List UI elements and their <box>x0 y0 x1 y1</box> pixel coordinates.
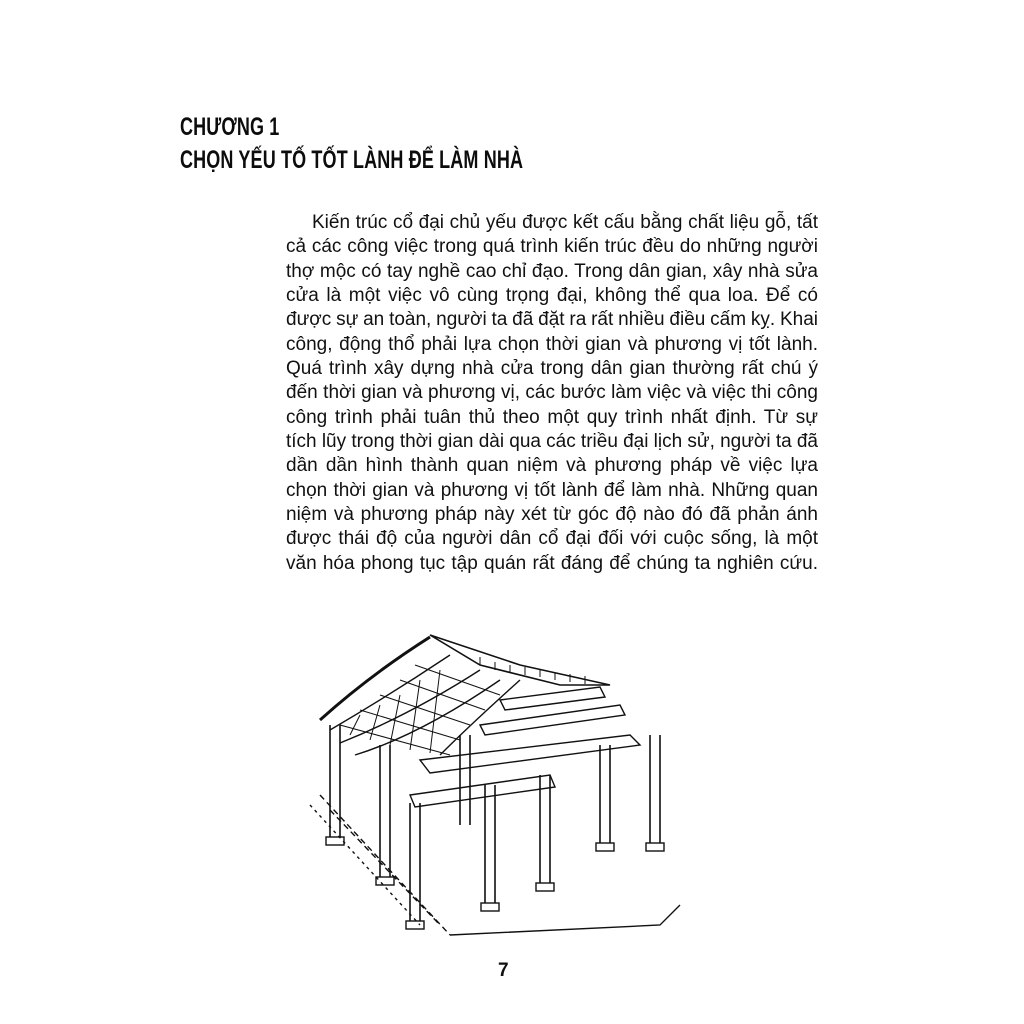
text-line <box>286 235 818 259</box>
text-line <box>286 381 818 405</box>
text-line <box>286 211 818 235</box>
text-line <box>286 430 818 454</box>
text-line-content: chọn thời gian và phương vị tốt lành để làm nhà. Những quan <box>286 479 818 501</box>
text-line <box>286 552 818 576</box>
text-line <box>286 357 818 381</box>
body-paragraph <box>286 211 818 576</box>
text-line-content: niệm và phương pháp này xét từ góc độ nào đó đã phản ánh <box>286 504 818 526</box>
chapter-number: CHƯƠNG 1 <box>180 113 280 141</box>
text-line <box>286 503 818 527</box>
text-line <box>286 284 818 308</box>
text-line-content: được sự an toàn, người ta đã đặt ra rất nhiều điều cấm kỵ. Khai <box>286 309 818 331</box>
text-line <box>286 406 818 430</box>
page-number: 7 <box>498 960 509 981</box>
text-line <box>286 333 818 357</box>
text-line-content: văn hóa phong tục tập quán rất đáng để chúng ta nghiên cứu. <box>286 552 818 574</box>
text-line-content: thợ mộc có tay nghề cao chỉ đạo. Trong dân gian, xây nhà sửa <box>286 260 818 282</box>
text-line-content: cả các công việc trong quá trình kiến trúc đều do những người <box>286 236 818 258</box>
text-line <box>286 308 818 332</box>
text-line <box>286 454 818 478</box>
text-line-content: Quá trình xây dựng nhà cửa trong dân gian thường rất chú ý <box>286 358 818 380</box>
text-line-content: tích lũy trong thời gian dài qua các triều đại lịch sử, người ta đã <box>286 431 818 453</box>
text-line <box>286 527 818 551</box>
text-line-content: dần dần hình thành quan niệm và phương pháp về việc lựa <box>286 455 818 477</box>
text-line <box>286 260 818 284</box>
text-line-content: đến thời gian và phương vị, các bước làm việc và việc thi công <box>286 382 818 404</box>
text-line-content: công, động thổ phải lựa chọn thời gian và phương vị tốt lành. <box>286 333 818 355</box>
text-line-content: cửa là một việc vô cùng trọng đại, không thể qua loa. Để có <box>286 285 818 307</box>
text-line <box>286 479 818 503</box>
timber-frame-illustration <box>300 625 700 945</box>
text-line-content: công trình phải tuân thủ theo một quy trình nhất định. Từ sự <box>286 406 818 428</box>
chapter-title: CHỌN YẾU TỐ TỐT LÀNH ĐỂ LÀM NHÀ <box>180 146 524 174</box>
text-line-content: Kiến trúc cổ đại chủ yếu được kết cấu bằng chất liệu gỗ, tất <box>312 212 818 233</box>
text-line-content: được thái độ của người dân cổ đại đối với cuộc sống, là một <box>286 528 818 550</box>
